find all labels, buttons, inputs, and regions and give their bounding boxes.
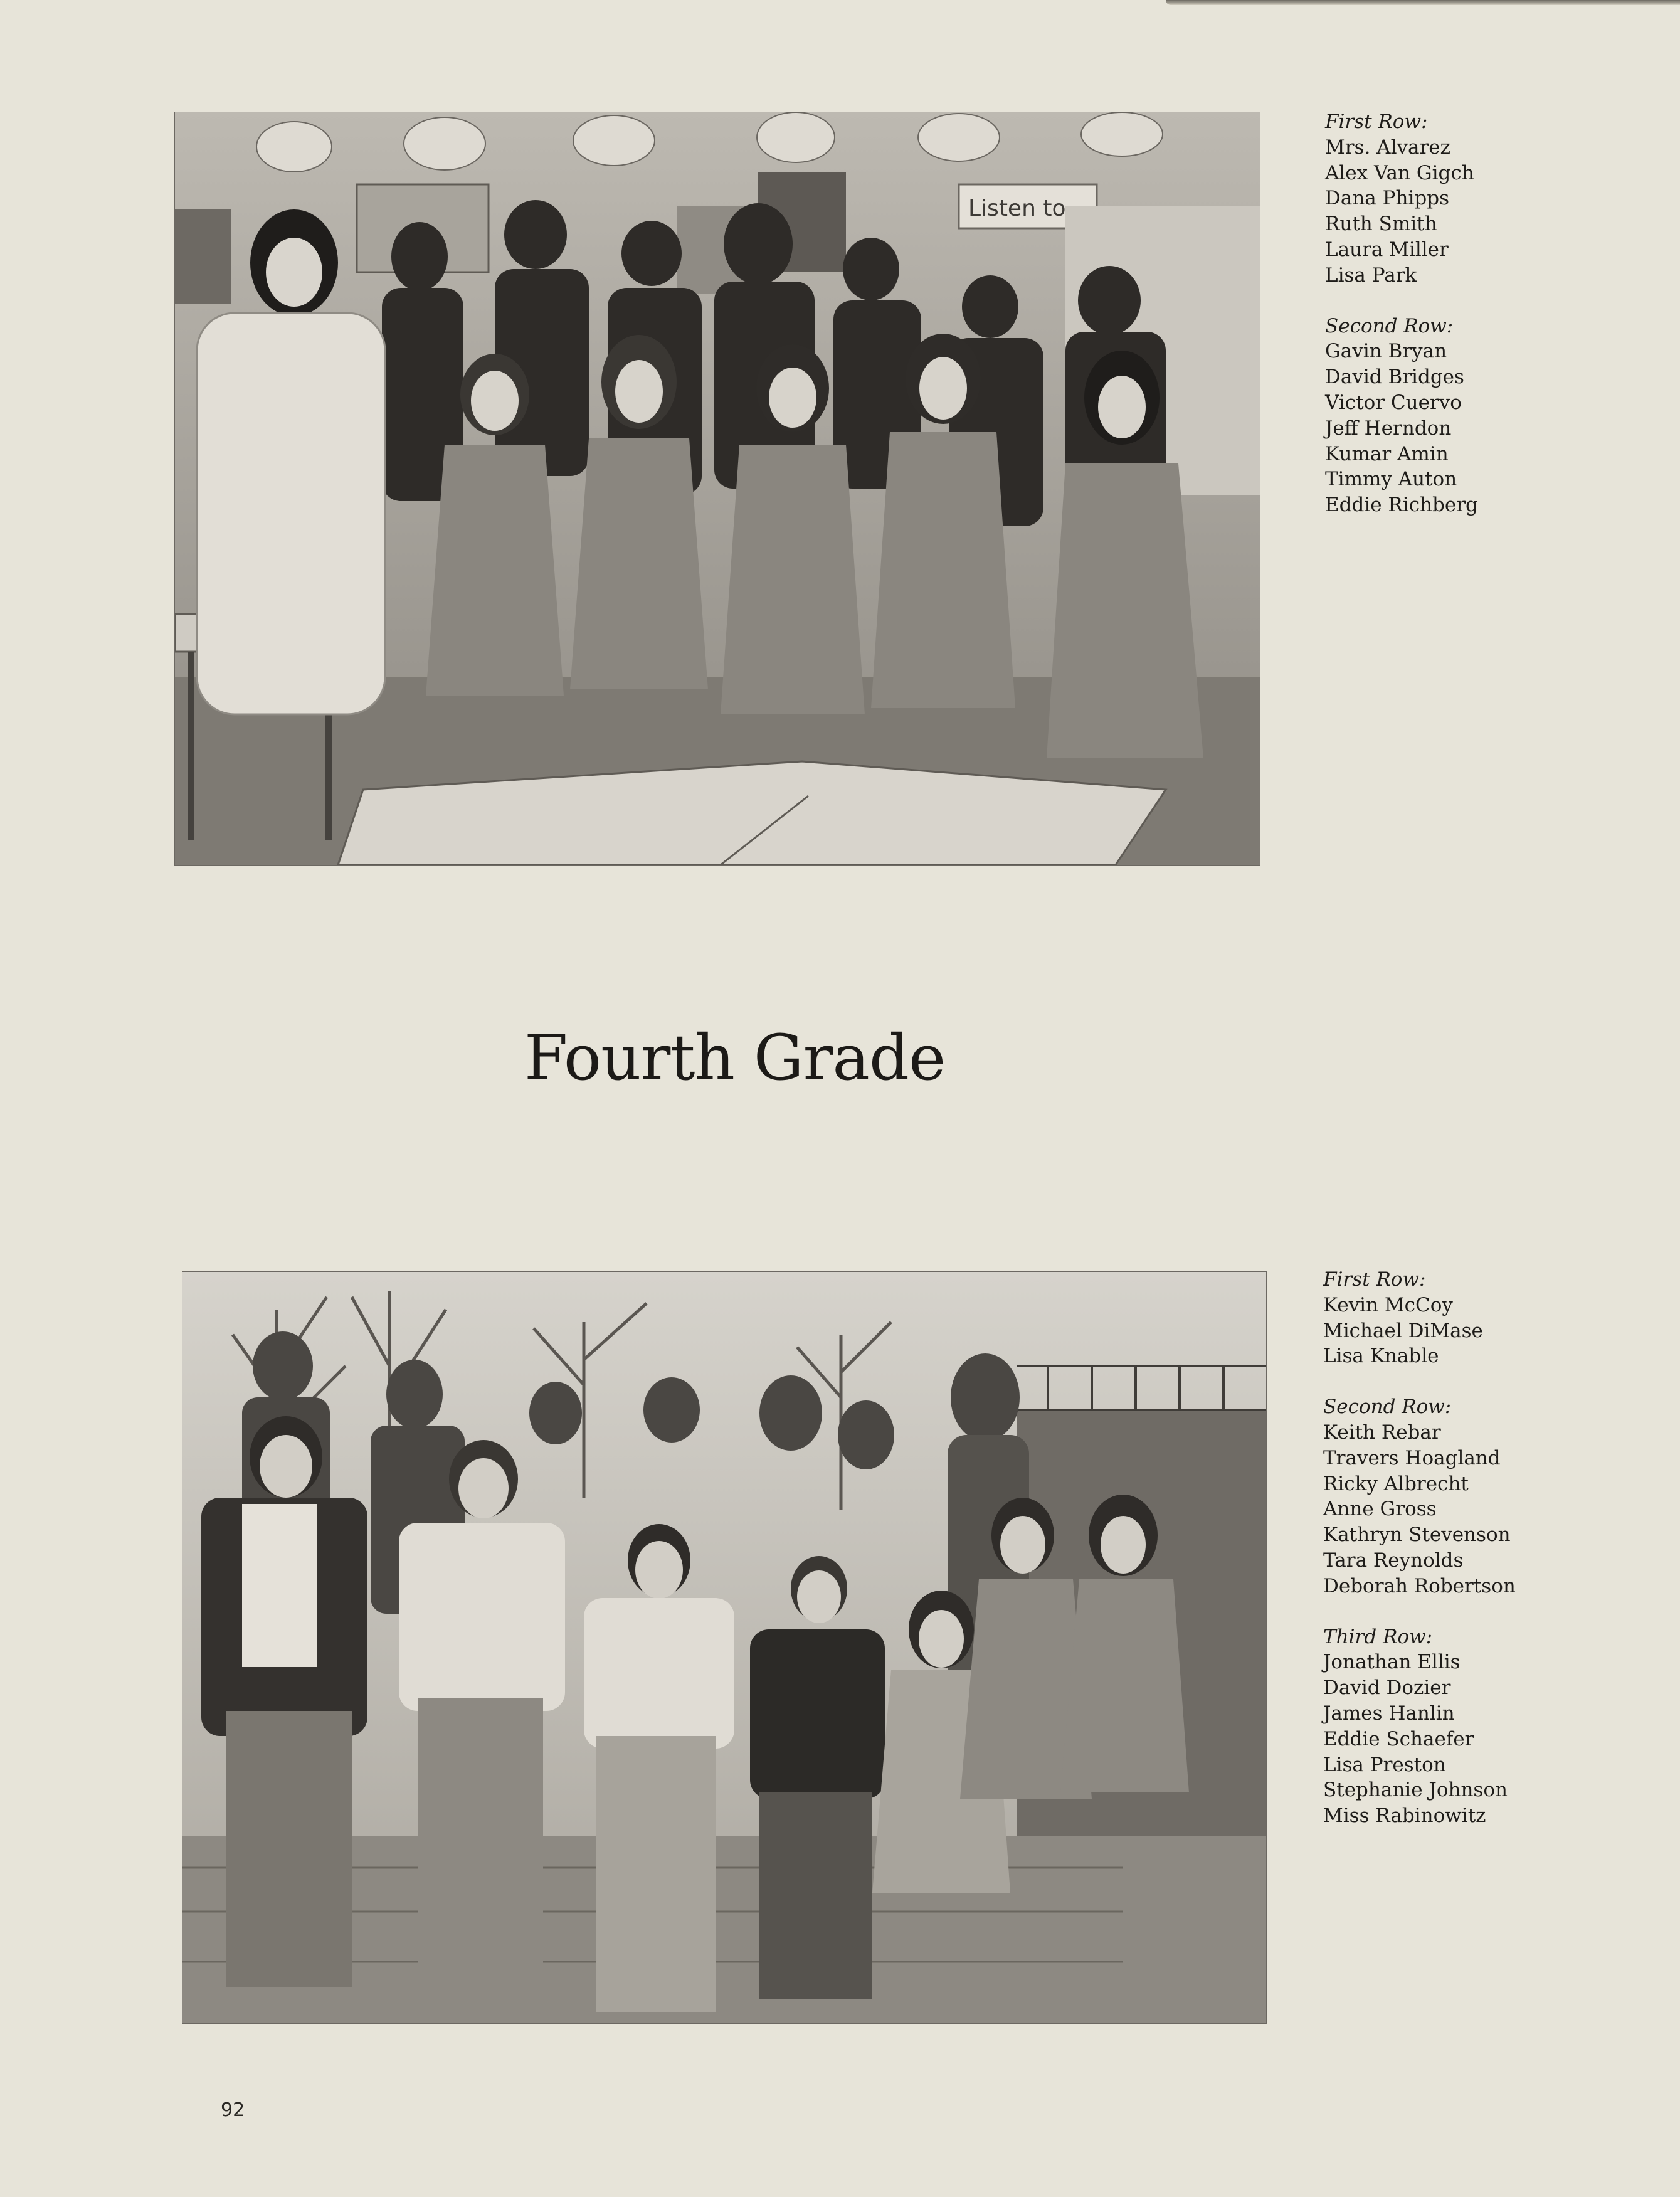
row-heading: Second Row: xyxy=(1323,1395,1452,1419)
student-name: Jonathan Ellis xyxy=(1323,1651,1461,1674)
student-name: Lisa Park xyxy=(1325,263,1417,287)
student-name: David Bridges xyxy=(1325,366,1464,389)
student-name: Timmy Auton xyxy=(1325,468,1457,491)
student-name: Stephanie Johnson xyxy=(1323,1779,1508,1802)
student-name: Tara Reynolds xyxy=(1323,1548,1464,1572)
class-photo-bottom xyxy=(182,1271,1267,2024)
student-name: Dana Phipps xyxy=(1325,187,1449,210)
student-name: Kathryn Stevenson xyxy=(1323,1523,1511,1547)
student-name: Lisa Knable xyxy=(1323,1345,1439,1368)
caption-row-block xyxy=(1323,1267,1516,1369)
student-name: James Hanlin xyxy=(1323,1702,1455,1725)
student-name: Eddie Richberg xyxy=(1325,494,1478,517)
row-heading: Second Row: xyxy=(1325,314,1454,337)
class-photo-top xyxy=(174,112,1260,866)
student-name: Mrs. Alvarez xyxy=(1325,135,1450,159)
student-name: Jeff Herndon xyxy=(1325,416,1452,440)
student-name: Gavin Bryan xyxy=(1325,340,1447,363)
page-title: Fourth Grade xyxy=(524,1021,946,1094)
caption-row-block xyxy=(1325,314,1478,518)
student-name: Ricky Albrecht xyxy=(1323,1472,1469,1495)
student-name: Alex Van Gigch xyxy=(1325,161,1474,184)
bottom-photo-caption xyxy=(1323,1267,1516,1829)
row-heading: Third Row: xyxy=(1323,1625,1433,1648)
student-name: Anne Gross xyxy=(1323,1498,1437,1521)
student-name: Michael DiMase xyxy=(1323,1319,1483,1342)
caption-row-block xyxy=(1323,1394,1516,1599)
page-number: 92 xyxy=(221,2099,245,2121)
student-name: David Dozier xyxy=(1323,1676,1451,1700)
row-heading: First Row: xyxy=(1323,1268,1426,1291)
classroom-sign-text: Listen to xyxy=(968,196,1066,221)
student-name: Deborah Robertson xyxy=(1323,1574,1516,1597)
student-name: Kevin McCoy xyxy=(1323,1293,1453,1316)
student-name: Victor Cuervo xyxy=(1325,391,1462,414)
student-name: Ruth Smith xyxy=(1325,213,1437,236)
row-heading: First Row: xyxy=(1325,110,1428,133)
caption-row-block xyxy=(1325,109,1478,289)
top-photo-caption xyxy=(1325,109,1478,518)
student-name: Laura Miller xyxy=(1325,238,1449,261)
student-name: Travers Hoagland xyxy=(1323,1446,1501,1469)
student-name: Lisa Preston xyxy=(1323,1753,1446,1776)
student-name: Keith Rebar xyxy=(1323,1421,1441,1444)
student-name: Kumar Amin xyxy=(1325,442,1449,465)
caption-row-block xyxy=(1323,1624,1516,1829)
student-name: Eddie Schaefer xyxy=(1323,1727,1474,1750)
page-edge-shadow xyxy=(1166,0,1680,5)
student-name: Miss Rabinowitz xyxy=(1323,1804,1486,1828)
